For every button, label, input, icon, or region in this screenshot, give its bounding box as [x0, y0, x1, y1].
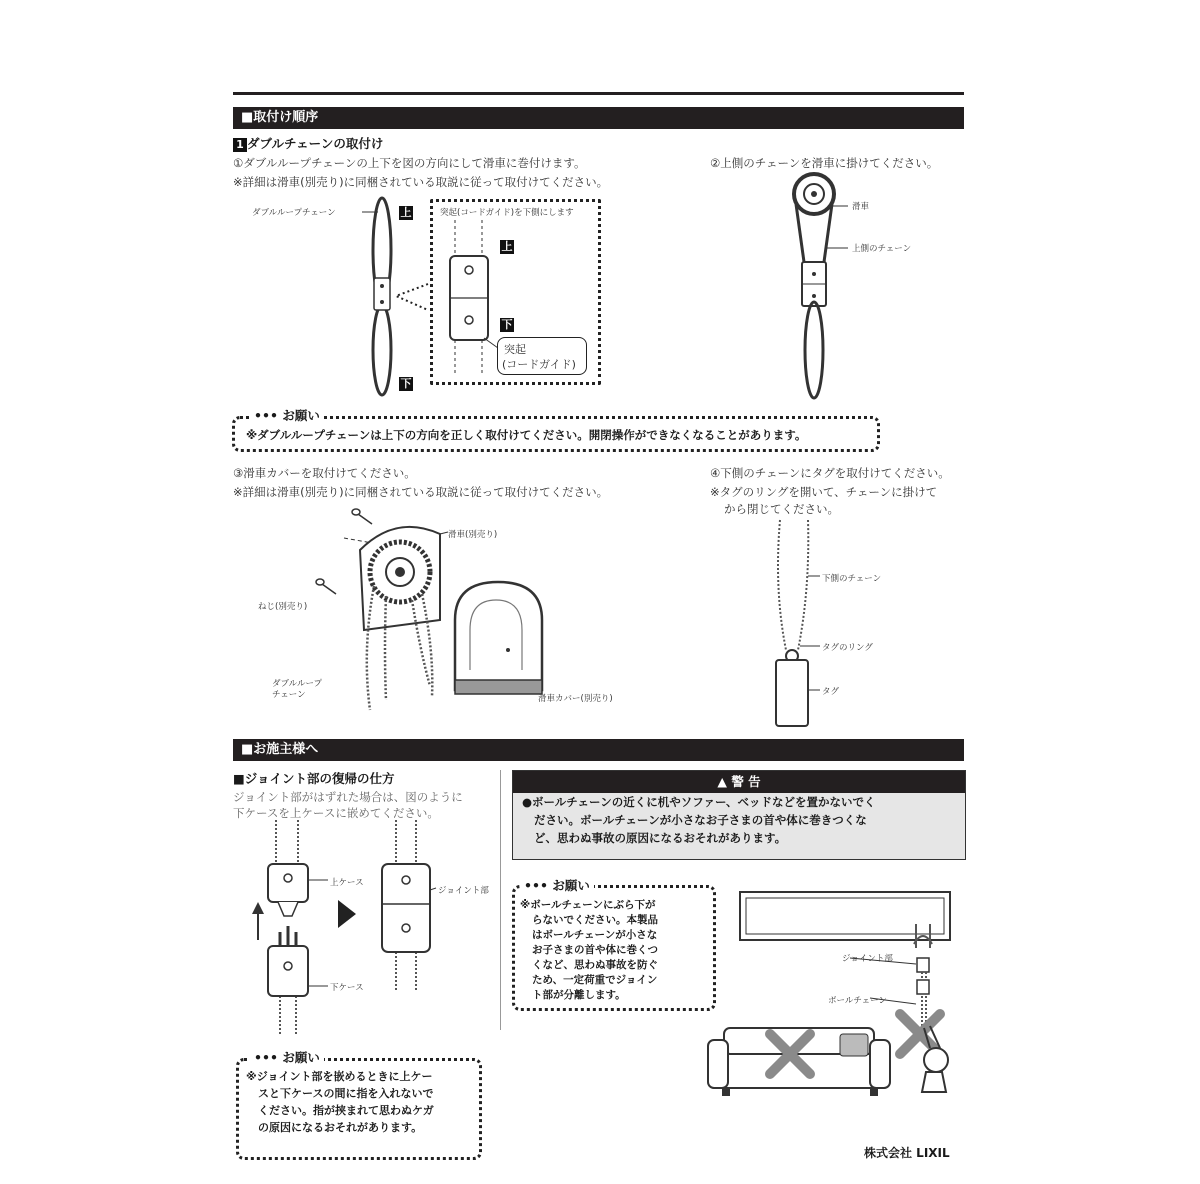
- top-rule: [233, 92, 964, 95]
- callout-line1: 突起: [504, 343, 526, 356]
- tag-chain-illustration: [760, 520, 830, 730]
- callout-cord-guide: [497, 337, 587, 375]
- warning-line1: ●ボールチェーンの近くに机やソファー、ベッドなどを置かないでく: [522, 795, 876, 809]
- label-screw: ねじ(別売り): [258, 602, 308, 612]
- notice3-line7: ト部が分離します。: [532, 989, 626, 1001]
- warning-line3: ど、思わぬ事故の原因になるおそれがあります。: [534, 831, 787, 845]
- joint-heading: ■ジョイント部の復帰の仕方: [233, 771, 395, 786]
- label-double-loop-chain-3b: チェーン: [272, 690, 306, 700]
- company-footer: 株式会社 LIXIL: [864, 1146, 950, 1160]
- mark-up-1: 上: [400, 206, 412, 219]
- notice3-line6: ため、一定荷重でジョイン: [532, 974, 658, 986]
- step1-line2: ※詳細は滑車(別売り)に同梱されている取説に従って取付けてください。: [233, 175, 609, 189]
- notice2-line1: ※ジョイント部を嵌めるときに上ケー: [246, 1070, 433, 1083]
- detail-pointer: [390, 280, 430, 320]
- step1-heading-text: ダブルチェーンの取付け: [247, 136, 384, 151]
- label-joint-illustration: ジョイント部: [842, 954, 893, 964]
- notice3-dots: •••: [524, 878, 548, 893]
- label-lower-case: 下ケース: [330, 983, 364, 993]
- notice3-line5: くなど、思わぬ事故を防ぐ: [532, 959, 658, 971]
- notice3-line2: らないでください。本製品: [532, 914, 658, 926]
- label-pulley-sold-separately: 滑車(別売り): [448, 530, 498, 540]
- detail-note: 突起(コードガイド)を下側にします: [440, 208, 574, 218]
- notice3-title: [520, 876, 594, 894]
- notice2-line4: の原因になるおそれがあります。: [258, 1121, 423, 1134]
- pulley-cover-illustration: [300, 500, 560, 730]
- notice1-dots: •••: [254, 408, 278, 423]
- notice3-line3: はボールチェーンが小さな: [532, 929, 658, 941]
- notice1-title-text: お願い: [282, 408, 320, 423]
- label-double-loop-chain: ダブルループチェーン: [252, 208, 336, 218]
- step4-line1: ④下側のチェーンにタグを取付けてください。: [710, 466, 950, 480]
- joint-line2: 下ケースを上ケースに嵌めてください。: [233, 806, 439, 820]
- step1-line1: ①ダブルループチェーンの上下を図の方向にして滑車に巻付けます。: [233, 156, 586, 170]
- label-joint-part: ジョイント部: [438, 886, 489, 896]
- section-bar-owner: ■お施主様へ: [233, 739, 964, 761]
- label-double-loop-chain-3a: ダブルループ: [272, 679, 323, 689]
- callout-line2: (コードガイド): [502, 358, 576, 371]
- label-lower-chain: 下側のチェーン: [822, 574, 882, 584]
- step4-line3: から閉じてください。: [724, 502, 839, 516]
- section-bar-installation: ■取付け順序: [233, 107, 964, 129]
- notice2-line3: ください。指が挟まれて思わぬケガ: [258, 1104, 434, 1117]
- mark-down-2: 下: [501, 318, 513, 331]
- notice2-title-text: お願い: [282, 1050, 320, 1065]
- notice2-line2: スと下ケースの間に指を入れないで: [258, 1087, 434, 1100]
- label-upper-chain: 上側のチェーン: [852, 244, 912, 254]
- warning-triangle-icon: ▲: [717, 774, 727, 789]
- label-ball-chain: ボールチェーン: [828, 996, 887, 1006]
- notice2-dots: •••: [254, 1050, 278, 1065]
- notice3-line1: ※ボールチェーンにぶら下が: [520, 899, 656, 911]
- warning-title: 警 告: [731, 774, 761, 789]
- column-divider: [500, 770, 501, 1030]
- pulley-upper-chain-illustration: [780, 170, 860, 410]
- warning-line2: ださい。ボールチェーンが小さなお子さまの首や体に巻きつくな: [534, 813, 867, 827]
- label-upper-case: 上ケース: [330, 878, 364, 888]
- notice1-text: ※ダブルループチェーンは上下の方向を正しく取付けてください。開閉操作ができなくなることがあります。: [246, 428, 807, 442]
- step3-line2: ※詳細は滑車(別売り)に同梱されている取説に従って取付けてください。: [233, 485, 609, 499]
- step3-line1: ③滑車カバーを取付けてください。: [233, 466, 416, 480]
- step2-text: ②上側のチェーンを滑車に掛けてください。: [710, 156, 939, 170]
- step-number-badge: 1: [233, 138, 247, 152]
- label-tag-ring: タグのリング: [822, 643, 873, 653]
- label-pulley: 滑車: [852, 202, 870, 212]
- notice3-line4: お子さまの首や体に巻くつ: [532, 944, 658, 956]
- label-tag: タグ: [822, 687, 840, 697]
- joint-restore-illustration: [240, 820, 480, 1040]
- joint-line1: ジョイント部がはずれた場合は、図のように: [233, 790, 463, 804]
- mark-up-2: 上: [501, 240, 513, 253]
- mark-down-1: 下: [400, 377, 412, 390]
- notice1-title: [250, 406, 324, 424]
- step4-line2: ※タグのリングを開いて、チェーンに掛けて: [710, 485, 938, 499]
- warning-header: [513, 771, 965, 793]
- notice2-title: [250, 1048, 324, 1066]
- step1-heading: [233, 134, 383, 152]
- label-pulley-cover: 滑車カバー(別売り): [538, 694, 613, 704]
- notice3-title-text: お願い: [552, 878, 590, 893]
